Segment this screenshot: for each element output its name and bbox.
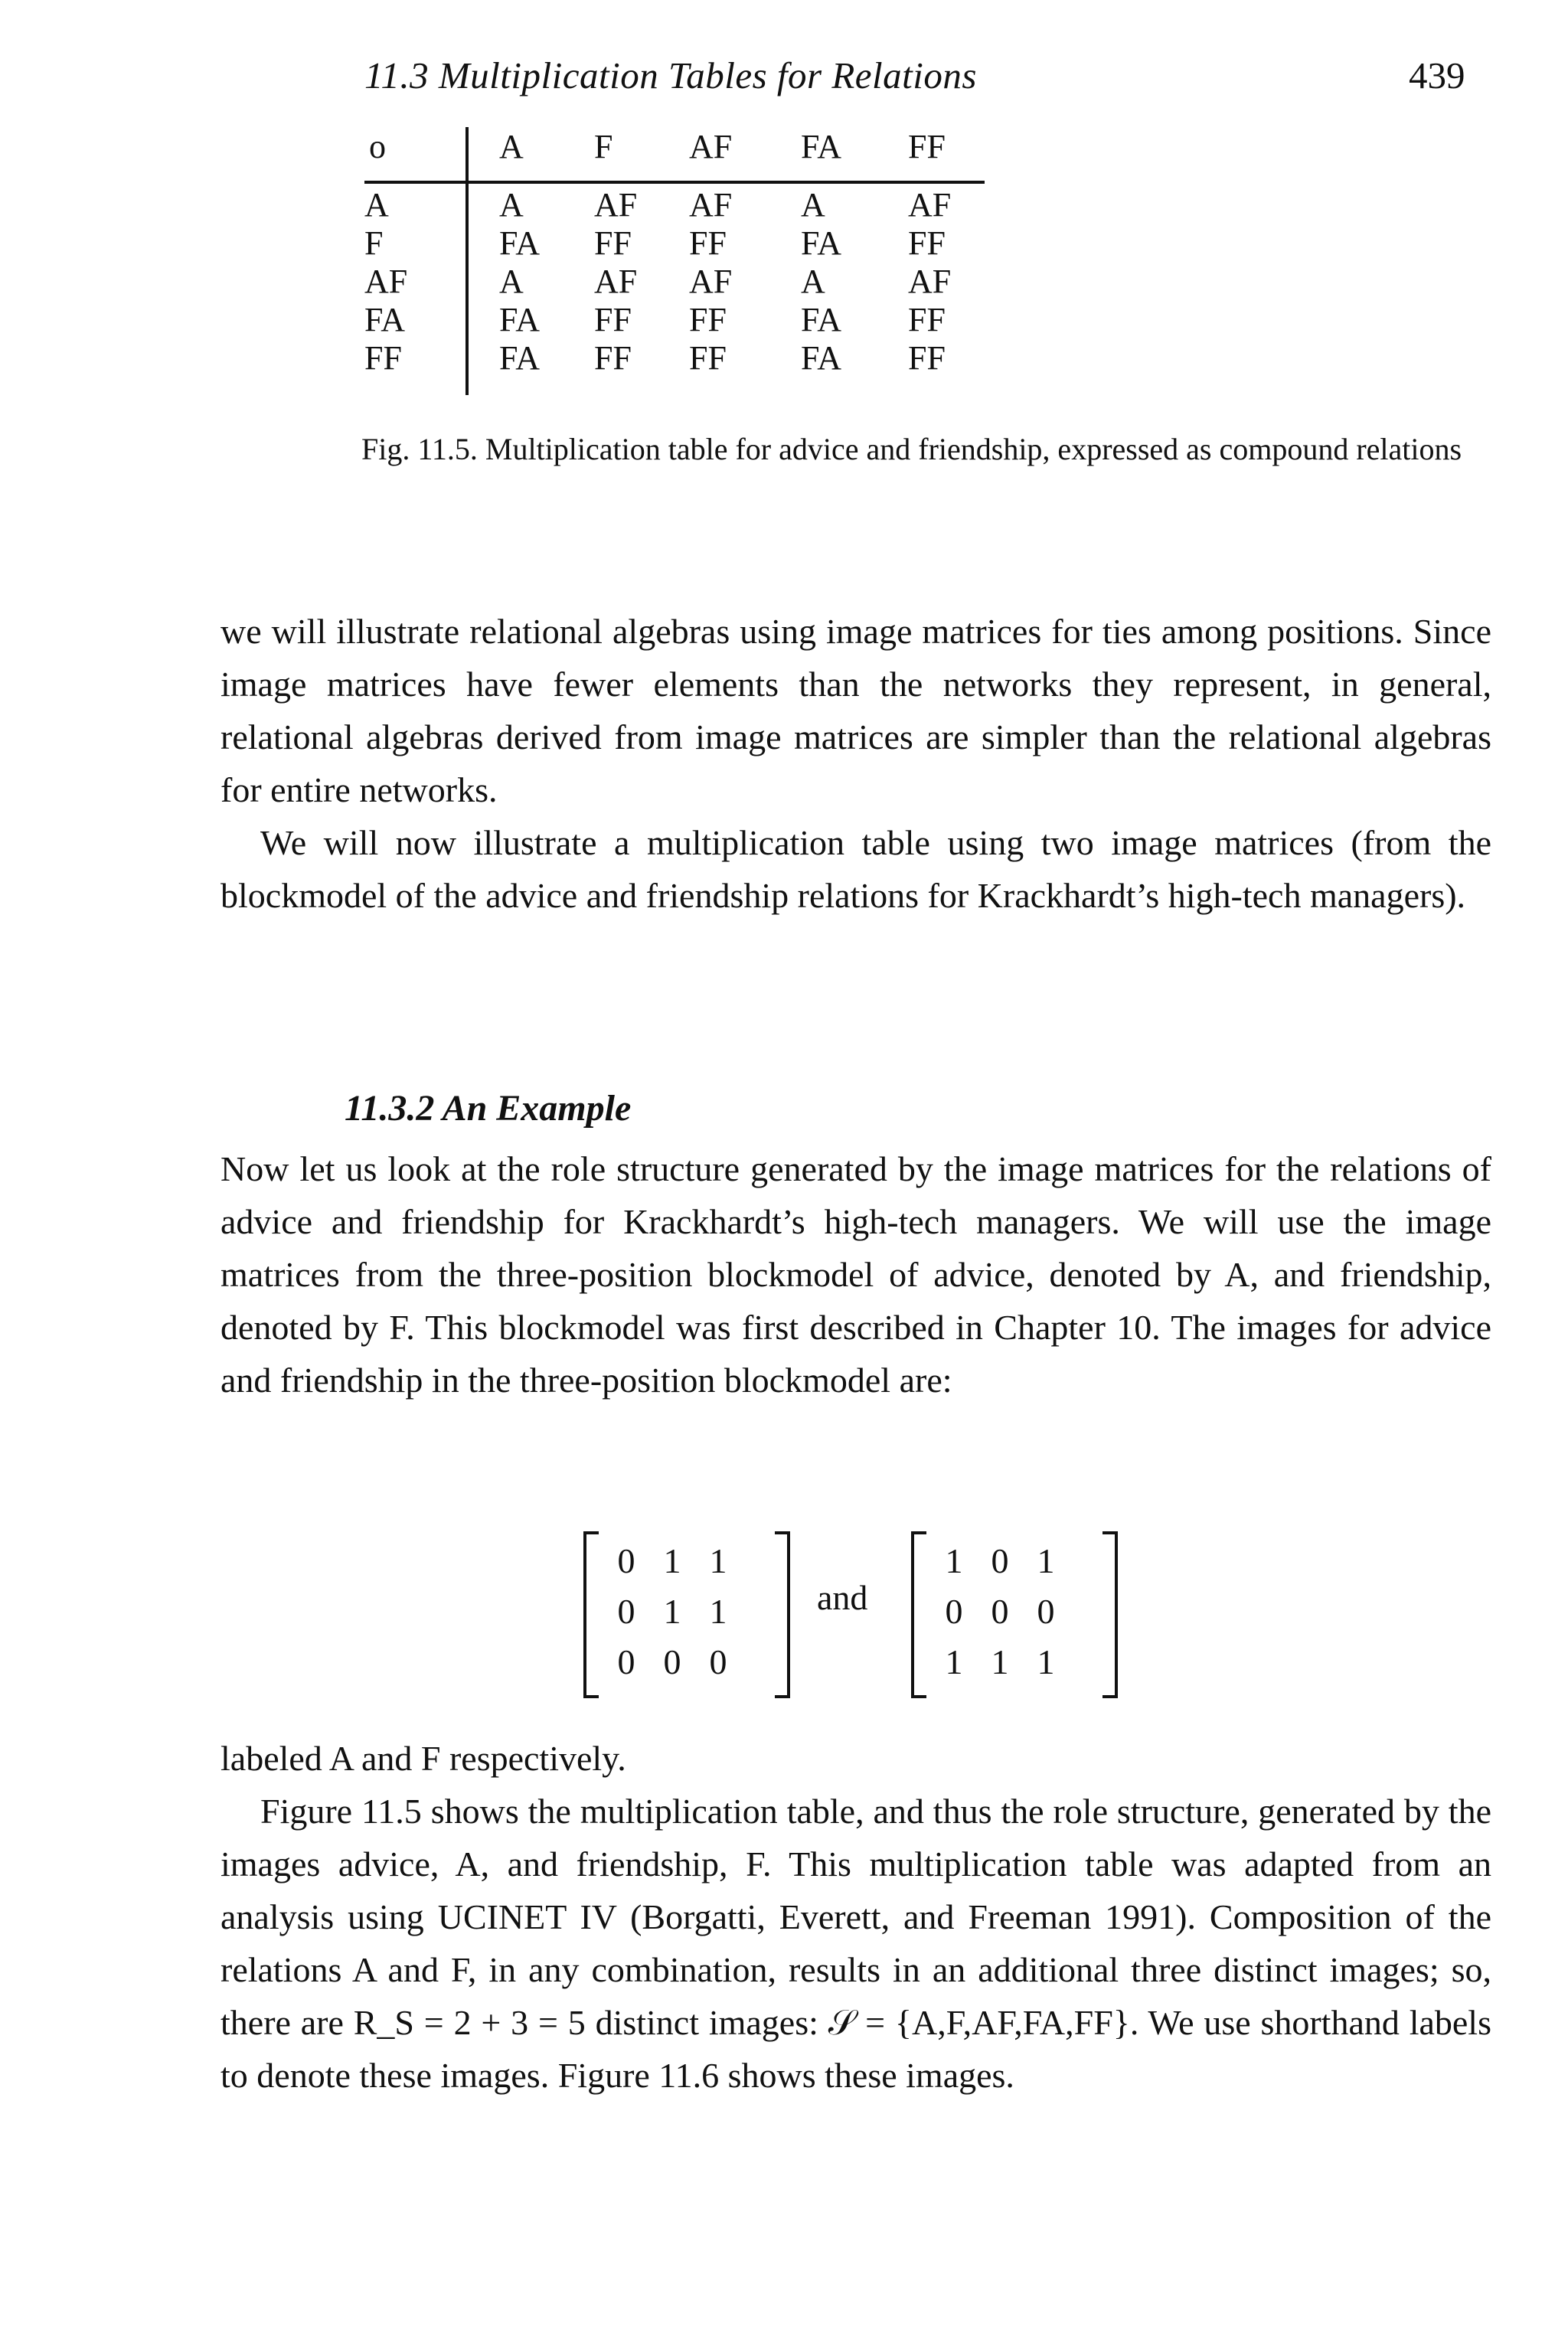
matrix-entry: 1 xyxy=(1037,1642,1055,1681)
paragraph-1: we will illustrate relational algebras using image matrices for ties among positions. Since image matrices have fewer elements than the networks they represent, in general, relational algebras derived from image matrices are simpler than the relational algebras for entire networks. xyxy=(220,612,1491,809)
matrix-entry: 1 xyxy=(663,1592,681,1631)
section-heading: 11.3.2 An Example xyxy=(345,1088,632,1129)
table-column-header: FA xyxy=(801,128,841,165)
matrix-entry: 1 xyxy=(663,1541,681,1580)
matrix-entry: 0 xyxy=(617,1592,635,1631)
table-row-label: F xyxy=(364,224,384,262)
table-cell: FF xyxy=(908,224,946,262)
page-number: 439 xyxy=(1409,54,1465,96)
table-operator: o xyxy=(369,128,386,165)
matrix-entry: 1 xyxy=(709,1541,727,1580)
table-column-header: A xyxy=(499,128,524,165)
matrix-joiner: and xyxy=(817,1578,868,1617)
matrix-advice xyxy=(583,1531,790,1694)
table-cell: FF xyxy=(594,339,632,377)
table-cell: FF xyxy=(689,339,727,377)
table-column-header: AF xyxy=(689,128,733,165)
table-cell: FA xyxy=(499,224,540,262)
table-cell: A xyxy=(801,263,825,300)
table-cell: AF xyxy=(689,263,733,300)
table-cell: AF xyxy=(689,186,733,224)
table-column-header: F xyxy=(594,128,613,165)
matrix-entry: 0 xyxy=(617,1541,635,1580)
matrix-entry: 0 xyxy=(991,1592,1009,1631)
table-cell: A xyxy=(499,186,524,224)
figure-caption: Fig. 11.5. Multiplication table for advice and friendship, expressed as compound relations xyxy=(361,432,1462,466)
table-cell: FA xyxy=(801,339,841,377)
table-vertical-rule xyxy=(466,127,469,395)
table-cell: FF xyxy=(908,339,946,377)
table-row-label: FA xyxy=(364,301,405,338)
table-cell: FA xyxy=(499,301,540,338)
running-head: 11.3 Multiplication Tables for Relations xyxy=(364,54,977,96)
matrix-entry: 1 xyxy=(945,1642,963,1681)
matrix-entry: 0 xyxy=(991,1541,1009,1580)
table-cell: FF xyxy=(594,224,632,262)
paragraph-3: Now let us look at the role structure generated by the image matrices for the relations of advice and friendship for Krackhardt’s high-tech managers. We will use the image matrices from the three-position blockmodel of advice, denoted by A, and friendship, denoted by F. This blockmodel was first described in Chapter 10. The images for advice and friendship in the three-position blockmodel are: xyxy=(220,1149,1491,1400)
paragraph-5: Figure 11.5 shows the multiplication table, and thus the role structure, generated by the images advice, A, and friendship, F. This multiplication table was adapted from an analysis using UCINET IV (Borgatti, Everett, and Freeman 1991). Composition of the relations A and F, in any combination, results in an additional three distinct images; so, there are R_S = 2 + 3 = 5 distinct images: 𝒮 = {A,F,AF,FA,FF}. We use shorthand labels to denote these images. Figure 11.6 shows these images. xyxy=(220,1792,1491,2095)
table-row-label: AF xyxy=(364,263,408,300)
right-bracket xyxy=(775,1531,790,1698)
matrix-entry: 0 xyxy=(663,1642,681,1681)
table-cell: FF xyxy=(689,224,727,262)
matrix-entry: 1 xyxy=(945,1541,963,1580)
matrix-friendship xyxy=(911,1531,1118,1694)
matrix-entry: 1 xyxy=(991,1642,1009,1681)
table-row-label: A xyxy=(364,186,389,224)
table-horizontal-rule xyxy=(364,181,985,184)
table-cell: A xyxy=(801,186,825,224)
matrix-entry: 0 xyxy=(945,1592,963,1631)
left-bracket xyxy=(583,1531,599,1698)
right-bracket xyxy=(1102,1531,1118,1698)
table-cell: AF xyxy=(594,263,638,300)
table-cell: FF xyxy=(689,301,727,338)
table-cell: AF xyxy=(908,186,952,224)
paragraph-2: We will now illustrate a multiplication table using two image matrices (from the blockmodel of the advice and friendship relations for Krackhardt’s high-tech managers). xyxy=(220,823,1491,915)
table-row-label: FF xyxy=(364,339,402,377)
table-cell: AF xyxy=(908,263,952,300)
table-column-header: FF xyxy=(908,128,946,165)
left-bracket xyxy=(911,1531,926,1698)
paragraph-4: labeled A and F respectively. xyxy=(220,1739,626,1778)
matrix-entry: 0 xyxy=(709,1642,727,1681)
table-cell: FA xyxy=(499,339,540,377)
table-cell: FA xyxy=(801,301,841,338)
table-cell: FF xyxy=(908,301,946,338)
matrix-entry: 0 xyxy=(1037,1592,1055,1631)
matrix-entry: 1 xyxy=(709,1592,727,1631)
table-cell: A xyxy=(499,263,524,300)
matrix-entry: 0 xyxy=(617,1642,635,1681)
multiplication-table xyxy=(364,123,985,400)
table-cell: FF xyxy=(594,301,632,338)
table-cell: FA xyxy=(801,224,841,262)
matrix-entry: 1 xyxy=(1037,1541,1055,1580)
table-cell: AF xyxy=(594,186,638,224)
